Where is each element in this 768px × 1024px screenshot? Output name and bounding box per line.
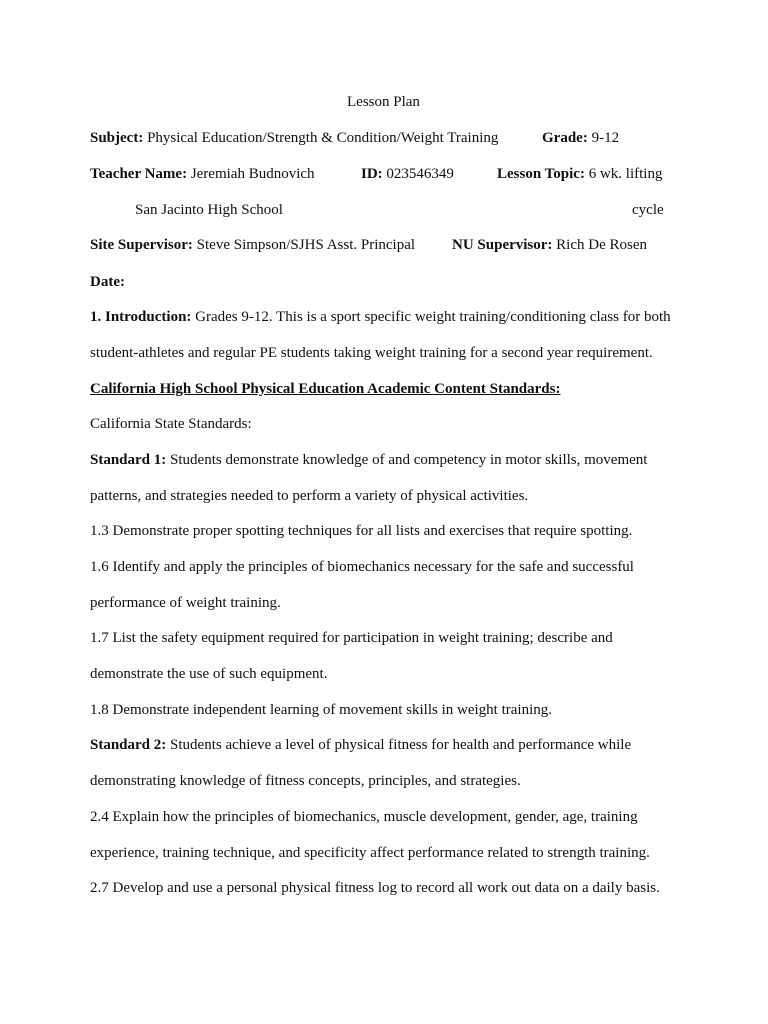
teacher-value: Jeremiah Budnovich: [187, 166, 315, 182]
standard-1-7-line-2: demonstrate the use of such equipment.: [90, 666, 328, 682]
standard-1-8: 1.8 Demonstrate independent learning of movement skills in weight training.: [90, 702, 552, 718]
id-field: [361, 165, 454, 183]
introduction-line-2: student-athletes and regular PE students taking weight training for a second year requirement.: [90, 345, 653, 361]
introduction-text-1: Grades 9-12. This is a sport specific weight training/conditioning class for both: [191, 309, 671, 325]
standard-2-4-line-2: experience, training technique, and specificity affect performance related to strength training.: [90, 845, 650, 861]
standard-2-line-2: demonstrating knowledge of fitness concepts, principles, and strategies.: [90, 773, 521, 789]
lesson-topic-label: Lesson Topic:: [497, 166, 585, 182]
nu-supervisor-value: Rich De Rosen: [552, 237, 647, 253]
standard-2-4-line-1: 2.4 Explain how the principles of biomechanics, muscle development, gender, age, training: [90, 809, 638, 825]
introduction-line-1: [90, 308, 671, 326]
document-title: Lesson Plan: [347, 94, 420, 110]
standard-2-label: Standard 2:: [90, 737, 167, 753]
topic-cycle: cycle: [632, 202, 664, 218]
grade-field: [542, 129, 619, 147]
site-supervisor-line: [90, 236, 415, 254]
introduction-label: 1. Introduction:: [90, 309, 192, 325]
state-standards-label: California State Standards:: [90, 416, 252, 432]
id-value: 023546349: [382, 166, 454, 182]
teacher-line: [90, 165, 315, 183]
grade-label: Grade:: [542, 130, 588, 146]
grade-value: 9-12: [587, 130, 620, 146]
standards-heading: California High School Physical Education Academic Content Standards:: [90, 381, 561, 397]
standard-2-7: 2.7 Develop and use a personal physical fitness log to record all work out data on a daily basis.: [90, 880, 660, 896]
standard-1-line-2: patterns, and strategies needed to perform a variety of physical activities.: [90, 488, 529, 504]
teacher-label: Teacher Name:: [90, 166, 188, 182]
standard-1-text-1: Students demonstrate knowledge of and competency in motor skills, movement: [166, 452, 648, 468]
school-name: San Jacinto High School: [135, 202, 283, 218]
standard-1-3: 1.3 Demonstrate proper spotting techniques for all lists and exercises that require spotting.: [90, 523, 633, 539]
site-supervisor-label: Site Supervisor:: [90, 237, 193, 253]
lesson-topic-value: 6 wk. lifting: [584, 166, 663, 182]
standard-1-6-line-1: 1.6 Identify and apply the principles of biomechanics necessary for the safe and successful: [90, 559, 634, 575]
standard-2-text-1: Students achieve a level of physical fitness for health and performance while: [166, 737, 632, 753]
standard-1-line-1: [90, 451, 647, 469]
standard-1-7-line-1: 1.7 List the safety equipment required for participation in weight training; describe and: [90, 630, 613, 646]
nu-supervisor-label: NU Supervisor:: [452, 237, 553, 253]
lesson-topic-field: [497, 165, 662, 183]
date-label: Date:: [90, 274, 125, 290]
subject-value: Physical Education/Strength & Condition/Weight Training: [143, 130, 499, 146]
nu-supervisor-field: [452, 236, 647, 254]
id-label: ID:: [361, 166, 383, 182]
standard-2-line-1: [90, 736, 631, 754]
standard-1-6-line-2: performance of weight training.: [90, 595, 281, 611]
subject-label: Subject:: [90, 130, 144, 146]
subject-line: [90, 129, 498, 147]
site-supervisor-value: Steve Simpson/SJHS Asst. Principal: [192, 237, 416, 253]
standard-1-label: Standard 1:: [90, 452, 167, 468]
